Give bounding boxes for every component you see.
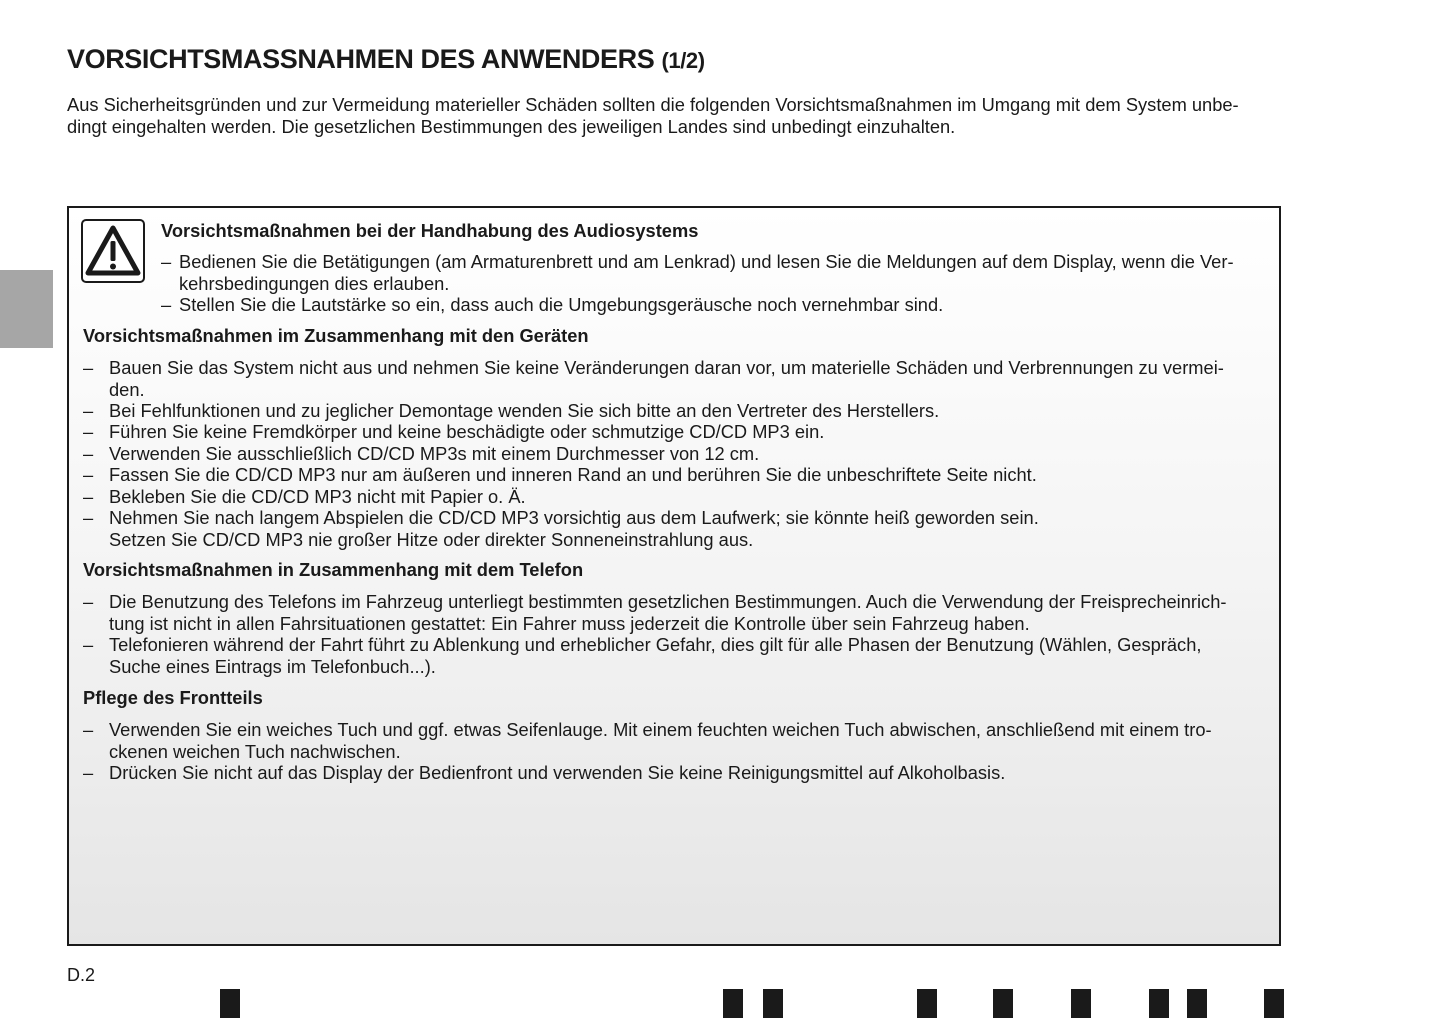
- page-title-text: VORSICHTSMASSNAHMEN DES ANWENDERS: [67, 44, 655, 74]
- print-registration-mark: [1264, 989, 1284, 1018]
- intro-line: dingt eingehalten werden. Die gesetzlichen Bestimmungen des jeweiligen Landes sind unbedingt einzuhalten.: [67, 116, 956, 137]
- list-item-text: ckenen weichen Tuch nachwischen.: [109, 740, 401, 762]
- list-item-text: Nehmen Sie nach langem Abspielen die CD/CD MP3 vorsichtig aus dem Laufwerk; sie könnte heiß geworden sein.: [109, 507, 1039, 528]
- list-item-text: Verwenden Sie ein weiches Tuch und ggf. etwas Seifenlauge. Mit einem feuchten weichen Tuch abwischen, anschließend mit einem tro-: [109, 719, 1212, 740]
- print-registration-mark: [220, 989, 240, 1018]
- list-dash: –: [83, 443, 94, 464]
- list-item-text: Bei Fehlfunktionen und zu jeglicher Demontage wenden Sie sich bitte an den Vertreter des Herstellers.: [109, 400, 940, 421]
- print-registration-mark: [1149, 989, 1169, 1018]
- print-registration-mark: [917, 989, 937, 1018]
- section-heading-audio: Vorsichtsmaßnahmen bei der Handhabung des Audiosystems: [161, 220, 699, 241]
- page-title: [67, 44, 705, 75]
- list-dash: –: [161, 251, 172, 272]
- print-registration-mark: [993, 989, 1013, 1018]
- list-dash: –: [83, 762, 94, 783]
- print-registration-mark: [1071, 989, 1091, 1018]
- intro-paragraph: [67, 94, 1292, 138]
- list-item-text: den.: [109, 378, 145, 400]
- list-dash: –: [83, 464, 94, 485]
- list-dash: –: [161, 294, 172, 315]
- page-number: D.2: [67, 965, 96, 985]
- section-heading-phone: Vorsichtsmaßnahmen in Zusammenhang mit dem Telefon: [83, 559, 584, 580]
- list-item-text: Bekleben Sie die CD/CD MP3 nicht mit Papier o. Ä.: [109, 486, 526, 507]
- section-heading-devices: Vorsichtsmaßnahmen im Zusammenhang mit den Geräten: [83, 325, 589, 346]
- print-registration-mark: [763, 989, 783, 1018]
- list-item-text: Fassen Sie die CD/CD MP3 nur am äußeren und inneren Rand an und berühren Sie die unbeschriftete Seite nicht.: [109, 464, 1037, 485]
- list-dash: –: [83, 591, 94, 612]
- list-dash: –: [83, 719, 94, 740]
- page-part-indicator: (1/2): [661, 48, 705, 73]
- list-item-text: kehrsbedingungen dies erlauben.: [179, 272, 450, 294]
- list-item-text: Stellen Sie die Lautstärke so ein, dass auch die Umgebungsgeräusche noch vernehmbar sind.: [179, 294, 944, 315]
- warning-triangle-icon: [81, 219, 145, 283]
- list-item-text: Verwenden Sie ausschließlich CD/CD MP3s mit einem Durchmesser von 12 cm.: [109, 443, 760, 464]
- list-item-text: Bauen Sie das System nicht aus und nehmen Sie keine Veränderungen daran vor, um materielle Schäden und Verbrennungen zu vermei-: [109, 357, 1224, 378]
- list-dash: –: [83, 486, 94, 507]
- list-dash: –: [83, 634, 94, 655]
- warning-box: [67, 206, 1281, 946]
- chapter-tab-marker: [0, 270, 53, 348]
- list-item-text: Setzen Sie CD/CD MP3 nie großer Hitze oder direkter Sonneneinstrahlung aus.: [109, 528, 754, 550]
- list-item-text: Drücken Sie nicht auf das Display der Bedienfront und verwenden Sie keine Reinigungsmittel auf Alkoholbasis.: [109, 762, 1006, 783]
- list-dash: –: [83, 357, 94, 378]
- list-item-text: tung ist nicht in allen Fahrsituationen gestattet: Ein Fahrer muss jederzeit die Kontrolle über sein Fahrzeug haben.: [109, 612, 1030, 634]
- intro-line: Aus Sicherheitsgründen und zur Vermeidung materieller Schäden sollten die folgenden Vorsichtsmaßnahmen im Umgang mit dem System unbe-: [67, 94, 1239, 115]
- list-dash: –: [83, 421, 94, 442]
- list-item-text: Telefonieren während der Fahrt führt zu Ablenkung und erheblicher Gefahr, dies gilt für alle Phasen der Benutzung (Wählen, Gespräch,: [109, 634, 1202, 655]
- list-item-text: Bedienen Sie die Betätigungen (am Armaturenbrett und am Lenkrad) und lesen Sie die Meldungen auf dem Display, wenn die Ver-: [179, 251, 1234, 272]
- print-registration-mark: [1187, 989, 1207, 1018]
- list-dash: –: [83, 507, 94, 528]
- list-item-text: Die Benutzung des Telefons im Fahrzeug unterliegt bestimmten gesetzlichen Bestimmungen. Auch die Verwendung der Freisprecheinrich-: [109, 591, 1227, 612]
- list-item-text: Suche eines Eintrags im Telefonbuch...).: [109, 655, 436, 677]
- list-dash: –: [83, 400, 94, 421]
- list-item-text: Führen Sie keine Fremdkörper und keine beschädigte oder schmutzige CD/CD MP3 ein.: [109, 421, 825, 442]
- section-heading-front-care: Pflege des Frontteils: [83, 687, 263, 708]
- print-registration-mark: [723, 989, 743, 1018]
